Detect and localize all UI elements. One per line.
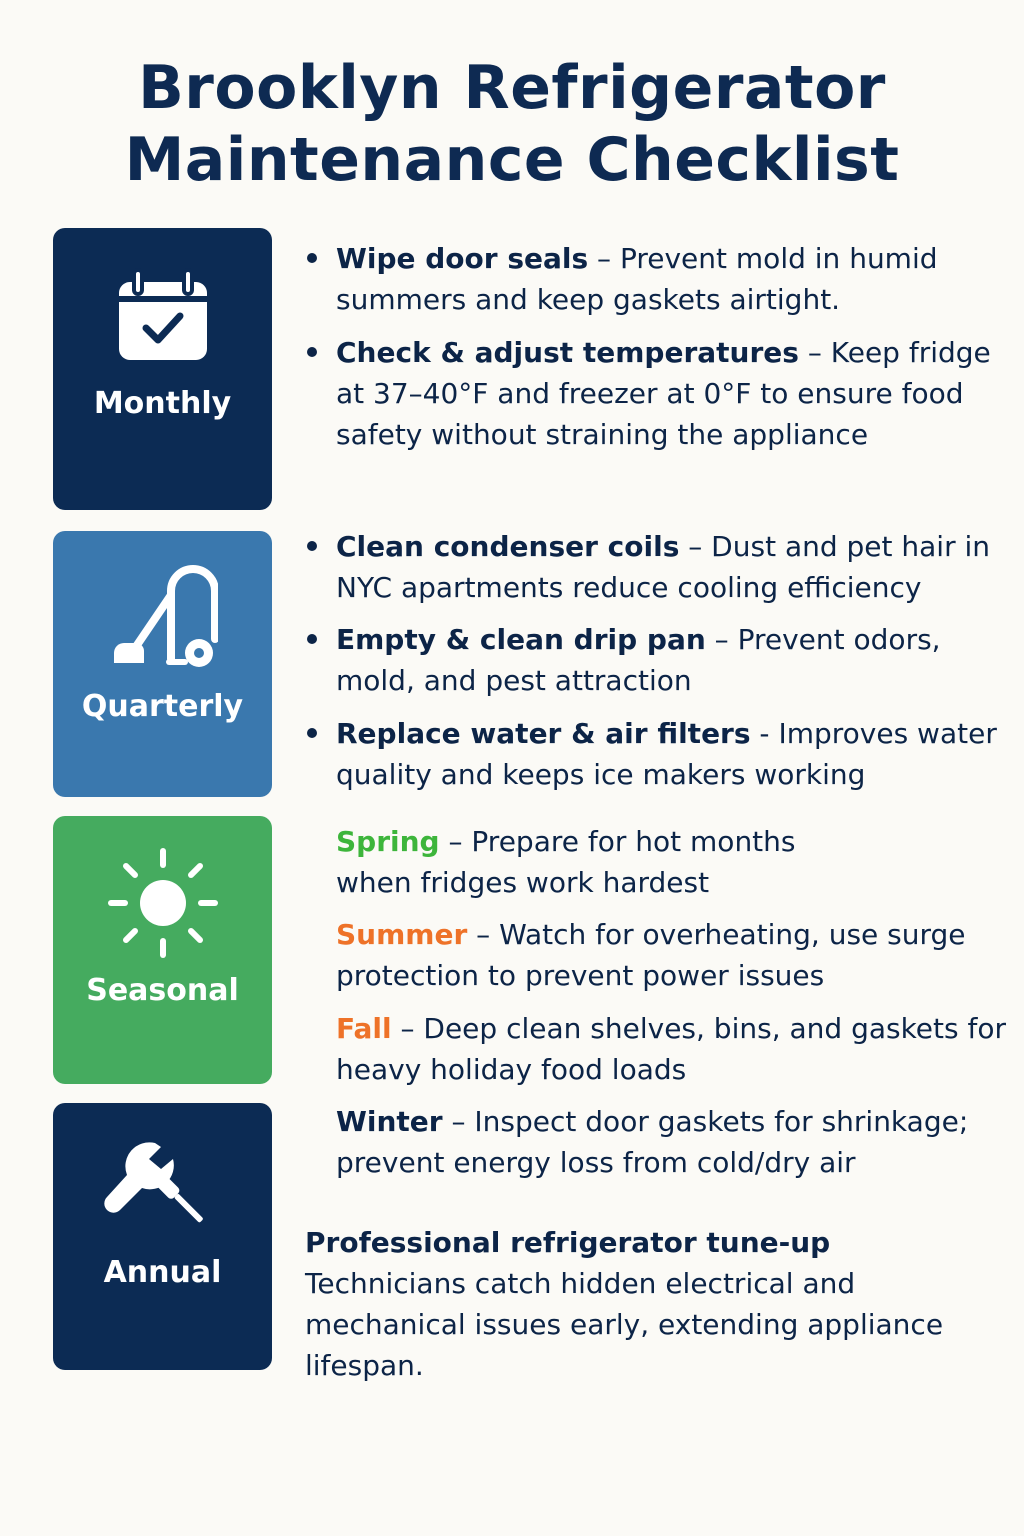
item-separator: –: [705, 623, 738, 656]
wrench-screwdriver-icon: [53, 1137, 272, 1241]
list-item: [305, 1101, 1024, 1183]
item-description: Inspect door gaskets for shrinkage; prevent energy loss from cold/dry air: [336, 1105, 969, 1179]
list-item: [305, 238, 1024, 320]
annual-body: Technicians catch hidden electrical and mechanical issues early, extending appliance lifespan.: [305, 1267, 944, 1382]
monthly-label: Monthly: [93, 386, 232, 421]
season-spring: Spring: [336, 825, 440, 858]
item-separator: –: [442, 1105, 475, 1138]
item-heading: Replace water & air filters: [336, 717, 751, 750]
list-item: [305, 821, 856, 903]
bullet: [307, 541, 317, 551]
quarterly-label: Quarterly: [81, 689, 244, 724]
page-title: [0, 52, 1024, 196]
list-item: [305, 332, 1024, 455]
item-heading: Wipe door seals: [336, 242, 589, 275]
seasonal-label: Seasonal: [86, 973, 239, 1008]
item-description: Keep fridge at 37–40°F and freezer at 0°F to ensure food safety without straining the appliance: [336, 336, 991, 451]
list-item: [305, 1008, 1024, 1090]
list-item: [305, 619, 1024, 701]
annual-description: [305, 1222, 985, 1386]
item-separator: -: [750, 717, 779, 750]
sun-icon: [53, 848, 272, 962]
vacuum-icon: [53, 559, 272, 675]
annual-label: Annual: [103, 1255, 222, 1290]
item-separator: –: [391, 1012, 424, 1045]
item-description: Prevent mold in humid summers and keep gaskets airtight.: [336, 242, 938, 316]
item-description: Prepare for hot months when fridges work hardest: [336, 825, 796, 899]
item-description: Dust and pet hair in NYC apartments reduce cooling efficiency: [336, 530, 991, 604]
seasonal-tile: [53, 816, 272, 1084]
bullet: [307, 253, 317, 263]
annual-tile: [53, 1103, 272, 1370]
annual-heading: Professional refrigerator tune-up: [305, 1226, 831, 1259]
item-separator: –: [798, 336, 831, 369]
item-separator: –: [588, 242, 620, 275]
calendar-check-icon: [53, 268, 272, 372]
item-heading: Check & adjust temperatures: [336, 336, 799, 369]
season-fall: Fall: [336, 1012, 392, 1045]
list-item: [305, 713, 1024, 795]
page-title-line-1: Brooklyn Refrigerator: [138, 53, 886, 123]
bullet: [307, 347, 317, 357]
item-separator: –: [467, 918, 500, 951]
bullet: [307, 634, 317, 644]
item-separator: –: [439, 825, 472, 858]
item-heading: Clean condenser coils: [336, 530, 680, 563]
item-heading: Empty & clean drip pan: [336, 623, 706, 656]
page-title-line-2: Maintenance Checklist: [124, 125, 900, 195]
season-summer: Summer: [336, 918, 468, 951]
quarterly-tile: [53, 531, 272, 797]
list-item: [305, 914, 1024, 996]
list-item: [305, 526, 1024, 608]
item-description: Improves water quality and keeps ice makers working: [336, 717, 997, 791]
item-description: Prevent odors, mold, and pest attraction: [336, 623, 941, 697]
item-description: Deep clean shelves, bins, and gaskets for heavy holiday food loads: [336, 1012, 1007, 1086]
item-description: Watch for overheating, use surge protection to prevent power issues: [336, 918, 966, 992]
monthly-tile: [53, 228, 272, 510]
bullet: [307, 728, 317, 738]
item-separator: –: [679, 530, 712, 563]
season-winter: Winter: [336, 1105, 443, 1138]
